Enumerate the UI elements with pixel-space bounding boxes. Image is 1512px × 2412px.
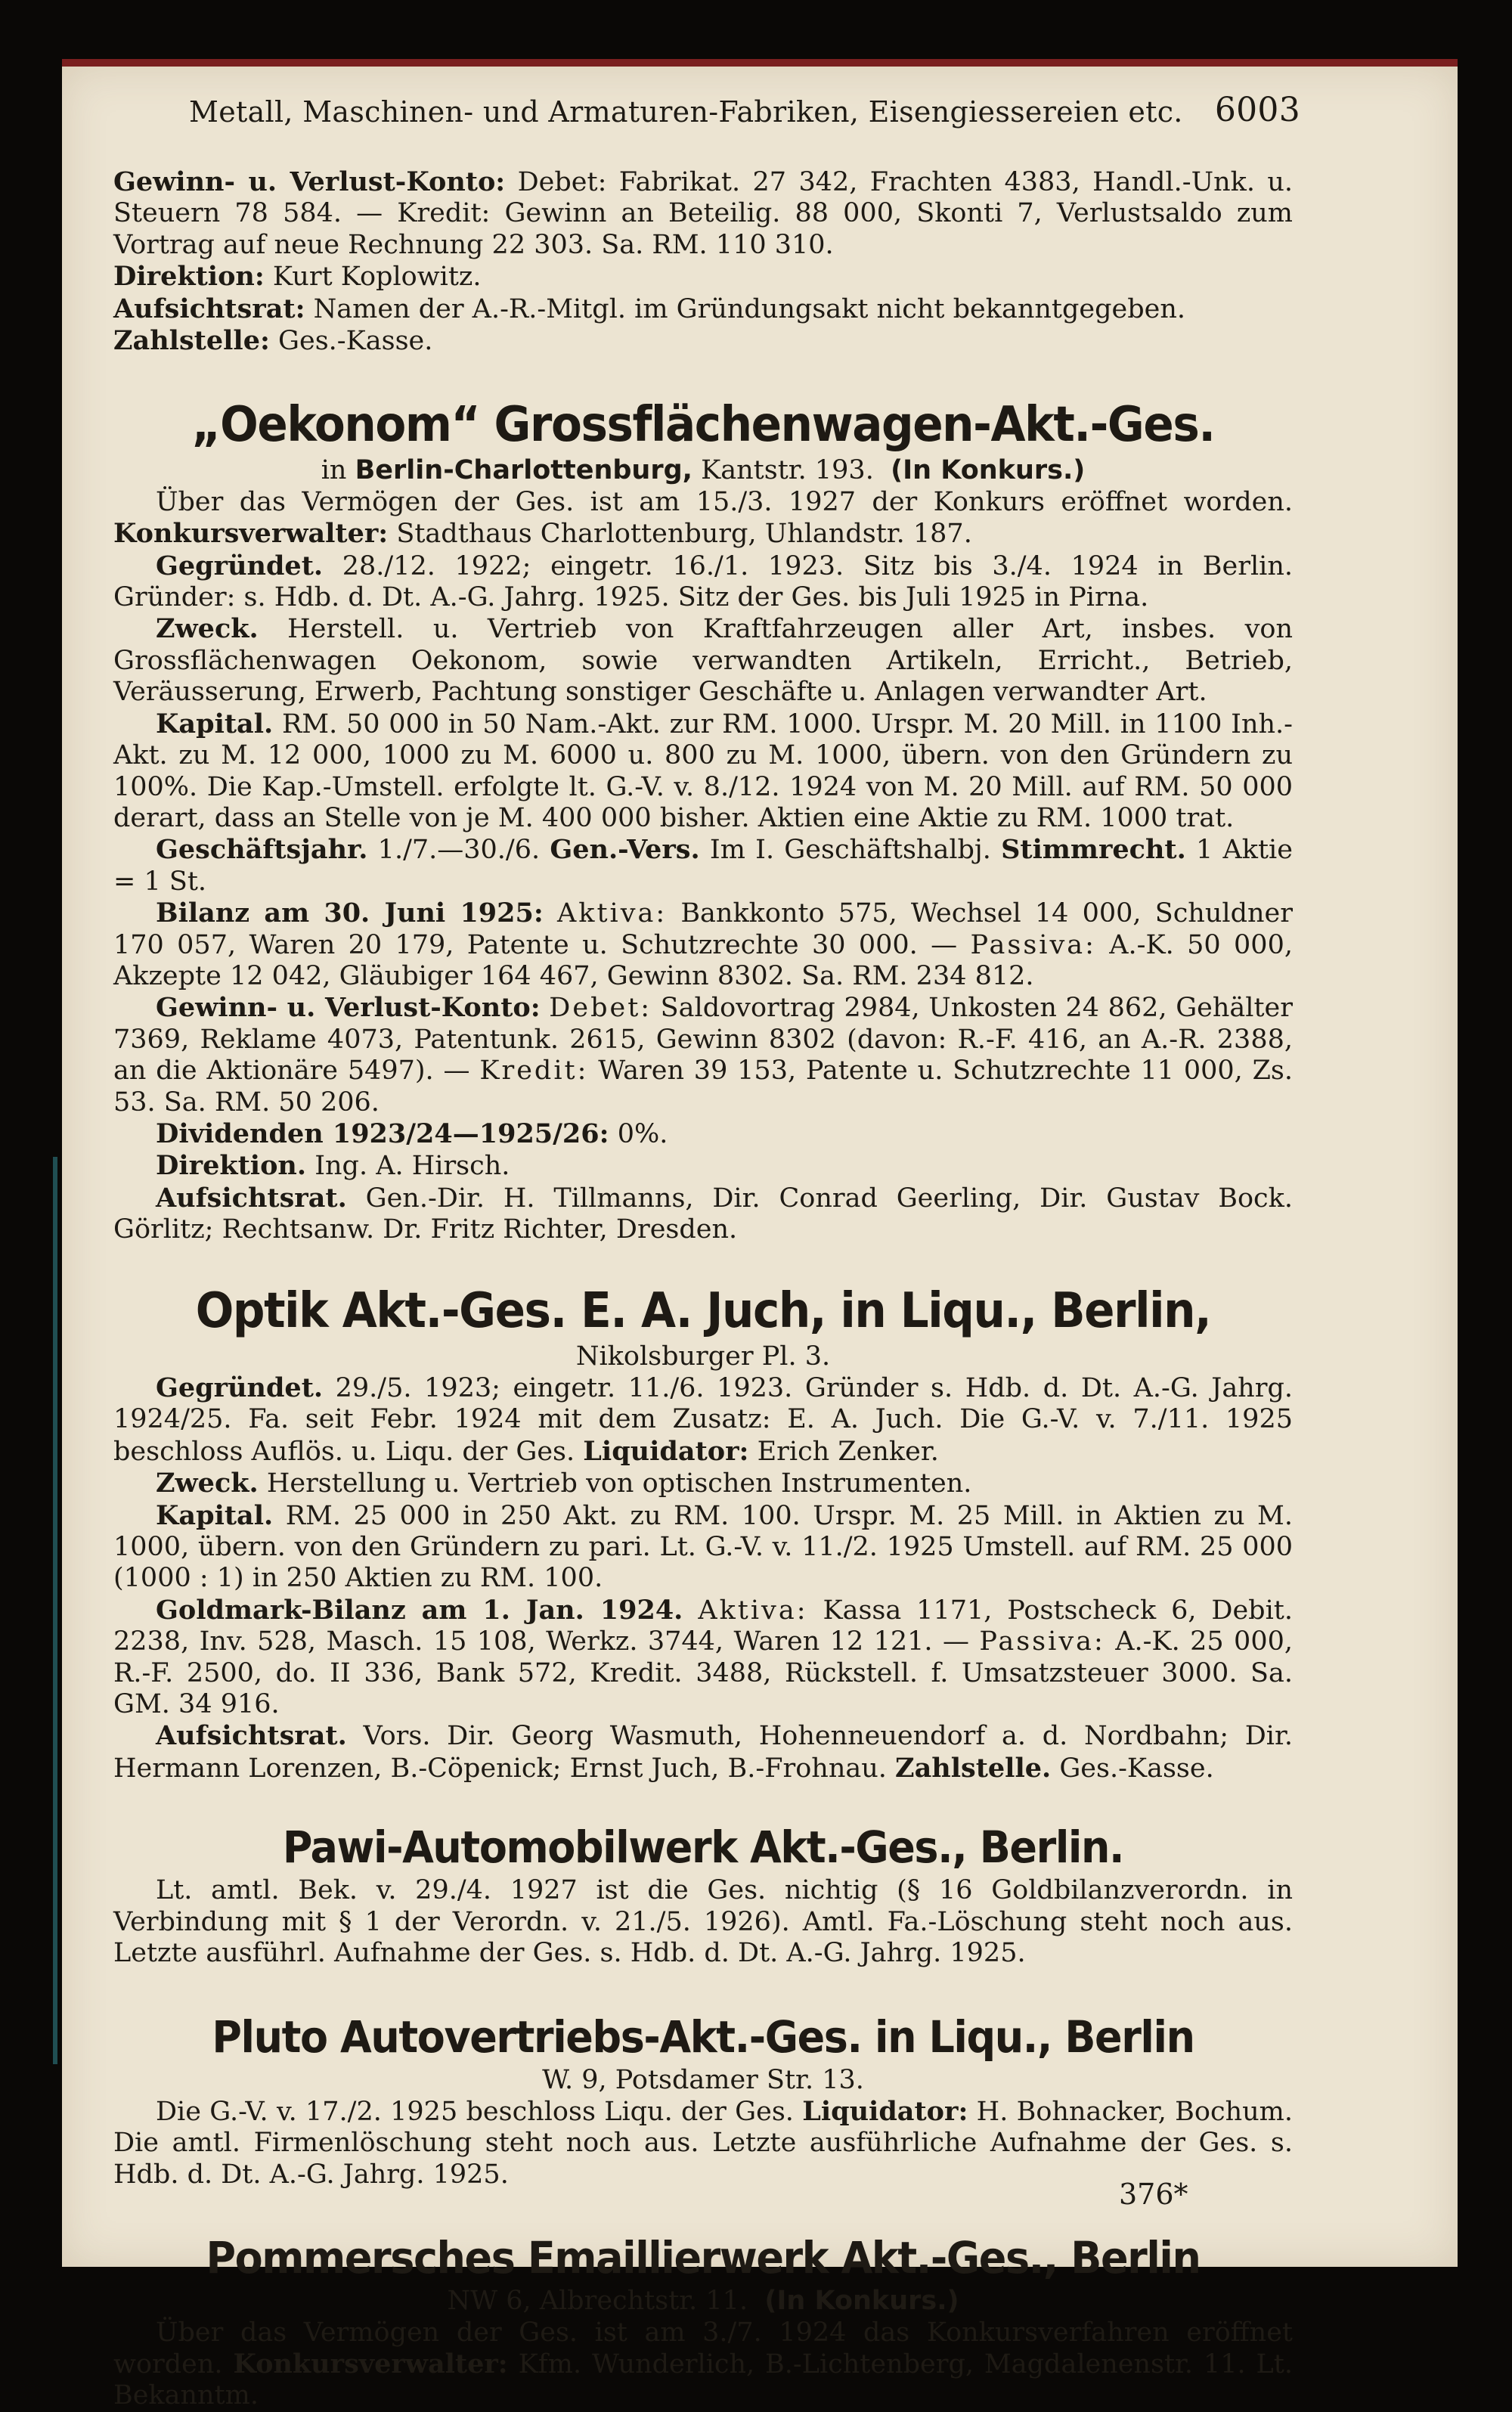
text: A.-K. 50 000, Akzepte 12 042, Gläubiger 164 467, Gewinn 8302. Sa. RM. 234 812. <box>113 929 1293 991</box>
label: Zahlstelle. <box>895 1752 1052 1784</box>
direktion <box>113 1150 1293 1182</box>
entry-title: Optik Akt.-Ges. E. A. Juch, in Liqu., Berlin, <box>195 1282 1211 1339</box>
text: Stadthaus Charlottenburg, Uhlandstr. 187. <box>396 519 972 550</box>
konkurs-status: (In Konkurs.) <box>891 455 1086 486</box>
text: Ges.-Kasse. <box>1059 1753 1214 1784</box>
label: Kapital. <box>156 708 274 739</box>
label: Konkursverwalter: <box>113 518 389 550</box>
text: Ing. A. Hirsch. <box>314 1151 510 1182</box>
text: H. Bohnacker, Bochum. Die amtl. Firmenlöschung steht noch aus. Letzte ausführliche Aufnahme der Ges. s. Hdb. d. Dt. A.-G. Jahrg. 1925. <box>113 2096 1293 2190</box>
label: Aufsichtsrat. <box>156 1720 347 1752</box>
aufsichtsrat <box>113 1183 1293 1246</box>
label: Gen.-Vers. <box>550 834 700 866</box>
address: NW 6, Albrechtstr. 11. <box>447 2286 748 2317</box>
prev-guv <box>113 166 1293 261</box>
label: Dividenden 1923/24—1925/26: <box>156 1118 609 1149</box>
label: Goldmark-Bilanz am 1. Jan. 1924. <box>156 1594 683 1626</box>
label: Bilanz am 30. Juni 1925: <box>156 898 544 929</box>
entry-text: Lt. amtl. Bek. v. 29./4. 1927 ist die Ges. nichtig (§ 16 Goldbilanzverordn. in Verbindung mit § 1 der Verordn. v. 21./5. 1926). Amtl. Fa.-Löschung steht noch aus. Letzte ausführl. Aufnahme der Ges. s. Hdb. d. Dt. A.-G. Jahrg. 1925. <box>113 1875 1293 1969</box>
entry-location <box>113 455 1293 486</box>
intro <box>113 487 1293 550</box>
entry-pluto <box>113 2009 1293 2191</box>
dividenden <box>113 1118 1293 1150</box>
page-edge-stain <box>53 1157 57 2064</box>
loc-prefix: in <box>321 455 347 486</box>
label: Direktion. <box>156 1150 307 1182</box>
text: Die G.-V. v. 17./2. 1925 beschloss Liqu. der Ges. <box>156 2096 794 2127</box>
text: Herstell. u. Vertrieb von Kraftfahrzeugen aller Art, insbes. von Grossflächenwagen Oekonom, sowie verwandten Artikeln, Erricht., Betrieb, Veräusserung, Erwerb, Pachtung sonstiger Geschäfte u. Anlagen verwandter Art. <box>113 614 1293 708</box>
text: Kurt Koplowitz. <box>272 262 482 293</box>
konkurs-status: (In Konkurs.) <box>764 2286 959 2317</box>
entry-title: Pommersches Emaillierwerk Akt.-Ges., Berlin <box>206 2232 1201 2284</box>
text: Bankkonto 575, Wechsel 14 000, Schuldner 170 057, Waren 20 179, Patente u. Schutzrechte 30 000. — <box>113 898 1293 960</box>
label: Stimmrecht. <box>1001 834 1186 866</box>
geschaeftsjahr <box>113 834 1293 898</box>
entry-pommersches <box>113 2230 1293 2412</box>
gegruendet <box>113 1372 1293 1468</box>
entry-address: W. 9, Potsdamer Str. 13. <box>542 2064 864 2095</box>
entry-optik <box>113 1281 1293 1785</box>
label: Liquidator: <box>583 1435 749 1467</box>
gegruendet <box>113 550 1293 614</box>
aktiva-label: Aktiva: <box>556 898 668 929</box>
kapital <box>113 708 1293 835</box>
text: Über das Vermögen der Ges. ist am 3./7. 1924 das Konkursverfahren eröffnet worden. <box>113 2317 1293 2379</box>
label: Gegründet. <box>156 550 324 581</box>
text: Namen der A.-R.-Mitgl. im Gründungsakt nicht bekanntgegeben. <box>313 293 1185 324</box>
label: Zweck. <box>156 1468 259 1499</box>
label: Geschäftsjahr. <box>156 834 368 866</box>
text: RM. 25 000 in 250 Akt. zu RM. 100. Urspr. M. 25 Mill. in Aktien zu M. 1000, übern. von den Gründern zu pari. Lt. G.-V. v. 11./2. 1925 Umstell. auf RM. 25 000 (1000 : 1) in 250 Aktien zu RM. 100. <box>113 1500 1293 1594</box>
text: Im I. Geschäftshalbj. <box>709 835 991 866</box>
text: Vors. Dir. Georg Wasmuth, Hohenneuendorf a. d. Nordbahn; Dir. Hermann Lorenzen, B.-Cöpenick; Ernst Juch, B.-Frohnau. <box>113 1721 1293 1784</box>
label: Aufsichtsrat. <box>156 1182 347 1214</box>
text: 28./12. 1922; eingetr. 16./1. 1923. Sitz bis 3./4. 1924 in Berlin. Gründer: s. Hdb. d. Dt. A.-G. Jahrg. 1925. Sitz der Ges. bis Juli 1925 in Pirna. <box>113 550 1293 613</box>
aufsichtsrat <box>113 1720 1293 1784</box>
text: Gen.-Dir. H. Tillmanns, Dir. Conrad Geerling, Dir. Gustav Bock. Görlitz; Rechtsanw. Dr. Fritz Richter, Dresden. <box>113 1183 1293 1245</box>
text: 1 Aktie = 1 St. <box>113 835 1293 897</box>
label: Kapital. <box>156 1499 274 1531</box>
prev-zahlstelle <box>113 325 1293 357</box>
prev-direktion <box>113 261 1293 293</box>
label: Direktion: <box>113 261 265 293</box>
zweck <box>113 1468 1293 1499</box>
text: Erich Zenker. <box>757 1436 939 1467</box>
entry-text <box>113 2317 1293 2412</box>
label: Aufsichtsrat: <box>113 293 305 324</box>
label: Gegründet. <box>156 1372 324 1403</box>
running-title: Metall, Maschinen- und Armaturen-Fabriken, Eisengiessereien etc. <box>189 95 1183 129</box>
running-header <box>189 91 1300 129</box>
label: Zahlstelle: <box>113 325 270 357</box>
passiva-label: Passiva: <box>970 929 1096 960</box>
text: A.-K. 25 000, R.-F. 2500, do. II 336, Bank 572, Kredit. 3488, Rückstell. f. Umsatzsteuer 3000. Sa. GM. 34 916. <box>113 1626 1293 1720</box>
prev-entry <box>113 166 1293 357</box>
label: Zweck. <box>156 613 259 645</box>
loc-street: Kantstr. 193. <box>701 455 874 486</box>
kapital <box>113 1500 1293 1595</box>
text: Ges.-Kasse. <box>278 326 433 357</box>
entry-title: Pluto Autovertriebs-Akt.-Ges. in Liqu., Berlin <box>212 2011 1194 2063</box>
label: Konkursverwalter: <box>233 2348 508 2379</box>
page-body <box>113 166 1293 2412</box>
prev-aufsichtsrat <box>113 293 1293 325</box>
entry-title: Pawi-Automobilwerk Akt.-Ges., Berlin. <box>282 1821 1124 1874</box>
debet-label: Debet: <box>549 993 652 1024</box>
entry-address <box>113 2286 1293 2317</box>
entry-pawi <box>113 1819 1293 1969</box>
aktiva-label: Aktiva: <box>698 1595 808 1626</box>
label: Gewinn- u. Verlust-Konto: <box>156 992 541 1024</box>
page-number: 6003 <box>1214 91 1300 129</box>
text: Debet: Fabrikat. 27 342, Frachten 4383, Handl.-Unk. u. Steuern 78 584. — Kredit: Gewinn an Beteilig. 88 000, Skonti 7, Verlustsaldo zum Vortrag auf neue Rechnung 22 303. Sa. RM. 110 310. <box>113 167 1293 260</box>
text: Kassa 1171, Postscheck 6, Debit. 2238, Inv. 528, Masch. 15 108, Werkz. 3744, Waren 12 121. — <box>113 1595 1293 1657</box>
text: Waren 39 153, Patente u. Schutzrechte 11 000, Zs. 53. Sa. RM. 50 206. <box>113 1056 1293 1118</box>
text: 29./5. 1923; eingetr. 11./6. 1923. Gründer s. Hdb. d. Dt. A.-G. Jahrg. 1924/25. Fa. seit Febr. 1924 mit dem Zusatz: E. A. Juch. Die G.-V. v. 7./11. 1925 beschloss Auflös. u. Liqu. der Ges. <box>113 1373 1293 1467</box>
entry-text <box>113 2096 1293 2190</box>
bilanz <box>113 898 1293 992</box>
text: 1./7.—30./6. <box>377 835 541 866</box>
entry-title: „Oekonom“ Grossflächenwagen-Akt.-Ges. <box>191 397 1215 454</box>
passiva-label: Passiva: <box>979 1626 1105 1657</box>
text: Kfm. Wunderlich, B.-Lichtenberg, Magdalenenstr. 11. Lt. Bekanntm. <box>113 2348 1293 2411</box>
sheet-signature: 376* <box>1119 2178 1188 2211</box>
guv <box>113 992 1293 1118</box>
entry-oekonom <box>113 395 1293 1245</box>
text: Über das Vermögen der Ges. ist am 15./3. 1927 der Konkurs eröffnet worden. <box>156 486 1293 517</box>
label: Liquidator: <box>802 2095 968 2127</box>
text: Saldovortrag 2984, Unkosten 24 862, Gehälter 7369, Reklame 4073, Patentunk. 2615, Gewinn 8302 (davon: R.-F. 416, an A.-R. 2388, an die Aktionäre 5497). — <box>113 993 1293 1087</box>
text: 0%. <box>617 1118 668 1149</box>
text: Herstellung u. Vertrieb von optischen Instrumenten. <box>266 1468 972 1499</box>
entry-address: Nikolsburger Pl. 3. <box>575 1341 831 1372</box>
bilanz <box>113 1595 1293 1721</box>
label: Gewinn- u. Verlust-Konto: <box>113 166 506 197</box>
zweck <box>113 613 1293 708</box>
loc-city: Berlin-Charlottenburg, <box>355 455 692 486</box>
kredit-label: Kredit: <box>479 1056 589 1087</box>
text: RM. 50 000 in 50 Nam.-Akt. zur RM. 1000. Urspr. M. 20 Mill. in 1100 Inh.-Akt. zu M. 12 000, 1000 zu M. 6000 u. 800 zu M. 1000, übern. von den Gründern zu 100%. Die Kap.-Umstell. erfolgte lt. G.-V. v. 8./12. 1924 von M. 20 Mill. auf RM. 50 000 derart, dass an Stelle von je M. 400 000 bisher. Aktien eine Aktie zu RM. 1000 trat. <box>113 708 1293 833</box>
